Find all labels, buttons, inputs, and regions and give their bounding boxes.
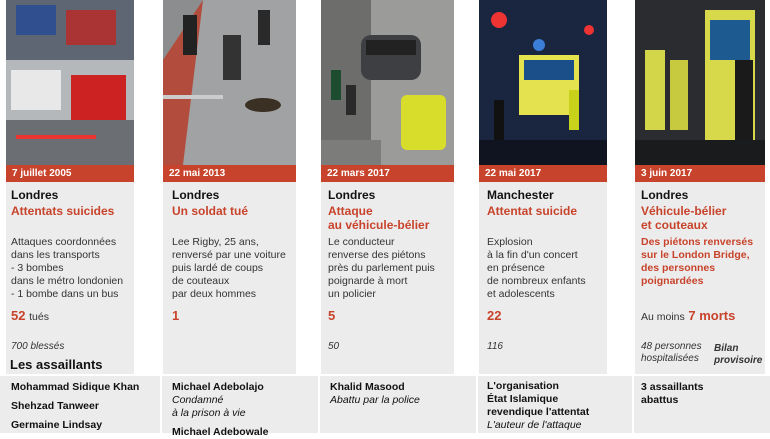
death-count-3: 5 xyxy=(328,308,336,323)
death-label-1: tués xyxy=(29,311,49,323)
death-count-4: 22 xyxy=(487,308,502,323)
city-2: Londres xyxy=(172,188,220,202)
assailant-claim: L'organisation État Islamique revendique l'attentat xyxy=(487,380,590,418)
injured-4: 116 xyxy=(487,341,503,352)
injured-1: 700 blessés xyxy=(11,341,65,352)
assailant-note: L'auteur de l'attaque xyxy=(487,419,582,431)
city-4: Manchester xyxy=(487,188,554,202)
event-1: Attentats suicides xyxy=(11,204,115,218)
assailant-name: Mohammad Sidique Khan xyxy=(11,381,140,393)
description-1: Attaques coordonnées dans les transports - 3 bombes dans le métro londonien - 1 bombe dans un bus xyxy=(11,236,124,300)
description-4: Explosion à la fin d'un concert en présence de nombreux enfants et adolescents xyxy=(487,236,586,300)
date-bar-2: 22 mai 2013 xyxy=(163,165,296,182)
westminster-car-photo xyxy=(321,0,454,165)
london-bridge-night-photo xyxy=(635,0,765,165)
assailants-title: Les assaillants xyxy=(10,357,103,372)
death-count-2: 1 xyxy=(172,308,180,323)
assailant-note: Abattu par la police xyxy=(330,394,420,406)
death-count-5: 7 morts xyxy=(688,308,736,323)
death-toll-1 xyxy=(11,308,49,323)
provisional-toll-note: Bilan provisoire xyxy=(714,343,763,366)
event-2: Un soldat tué xyxy=(172,204,249,218)
city-3: Londres xyxy=(328,188,376,202)
date-bar-1: 7 juillet 2005 xyxy=(6,165,134,182)
ambulance-night-photo xyxy=(479,0,607,165)
assailants-separator-1 xyxy=(160,376,162,433)
city-1: Londres xyxy=(11,188,59,202)
assailant-name: Michael Adebowale xyxy=(172,426,269,438)
assailants-separator-3 xyxy=(476,376,478,433)
bus-explosion-photo xyxy=(6,0,134,165)
date-bar-4: 22 mai 2017 xyxy=(479,165,607,182)
assailant-name: Germaine Lindsay xyxy=(11,419,103,431)
event-4: Attentat suicide xyxy=(487,204,578,218)
death-toll-5 xyxy=(641,308,735,323)
description-2: Lee Rigby, 25 ans, renversé par une voiture puis lardé de coups de couteaux par deux hommes xyxy=(172,236,286,300)
event-5: Véhicule-bélier et couteaux xyxy=(641,204,727,232)
assailant-name: Khalid Masood xyxy=(330,381,405,393)
date-bar-5: 3 juin 2017 xyxy=(635,165,765,182)
death-prefix-5: Au moins xyxy=(641,311,685,323)
death-count-1: 52 xyxy=(11,308,26,323)
event-3: Attaque au véhicule-bélier xyxy=(328,204,430,232)
injured-5: 48 personnes hospitalisées xyxy=(641,341,702,364)
assailant-name: Shehzad Tanweer xyxy=(11,400,99,412)
date-bar-3: 22 mars 2017 xyxy=(321,165,454,182)
event-detail-5: Des piétons renversés sur le London Bridge, des personnes poignardées xyxy=(641,236,754,287)
street-attack-photo xyxy=(163,0,296,165)
city-5: Londres xyxy=(641,188,689,202)
assailant-name: Michael Adebolajo xyxy=(172,381,264,393)
assailant-name: 3 assaillants abattus xyxy=(641,381,704,406)
description-3: Le conducteur renverse des piétons près du parlement puis poignarde à mort un policier xyxy=(328,236,435,300)
assailants-separator-4 xyxy=(632,376,634,433)
injured-3: 50 xyxy=(328,341,340,352)
assailant-note: Condamné à la prison à vie xyxy=(172,394,246,419)
assailants-separator-2 xyxy=(318,376,320,433)
